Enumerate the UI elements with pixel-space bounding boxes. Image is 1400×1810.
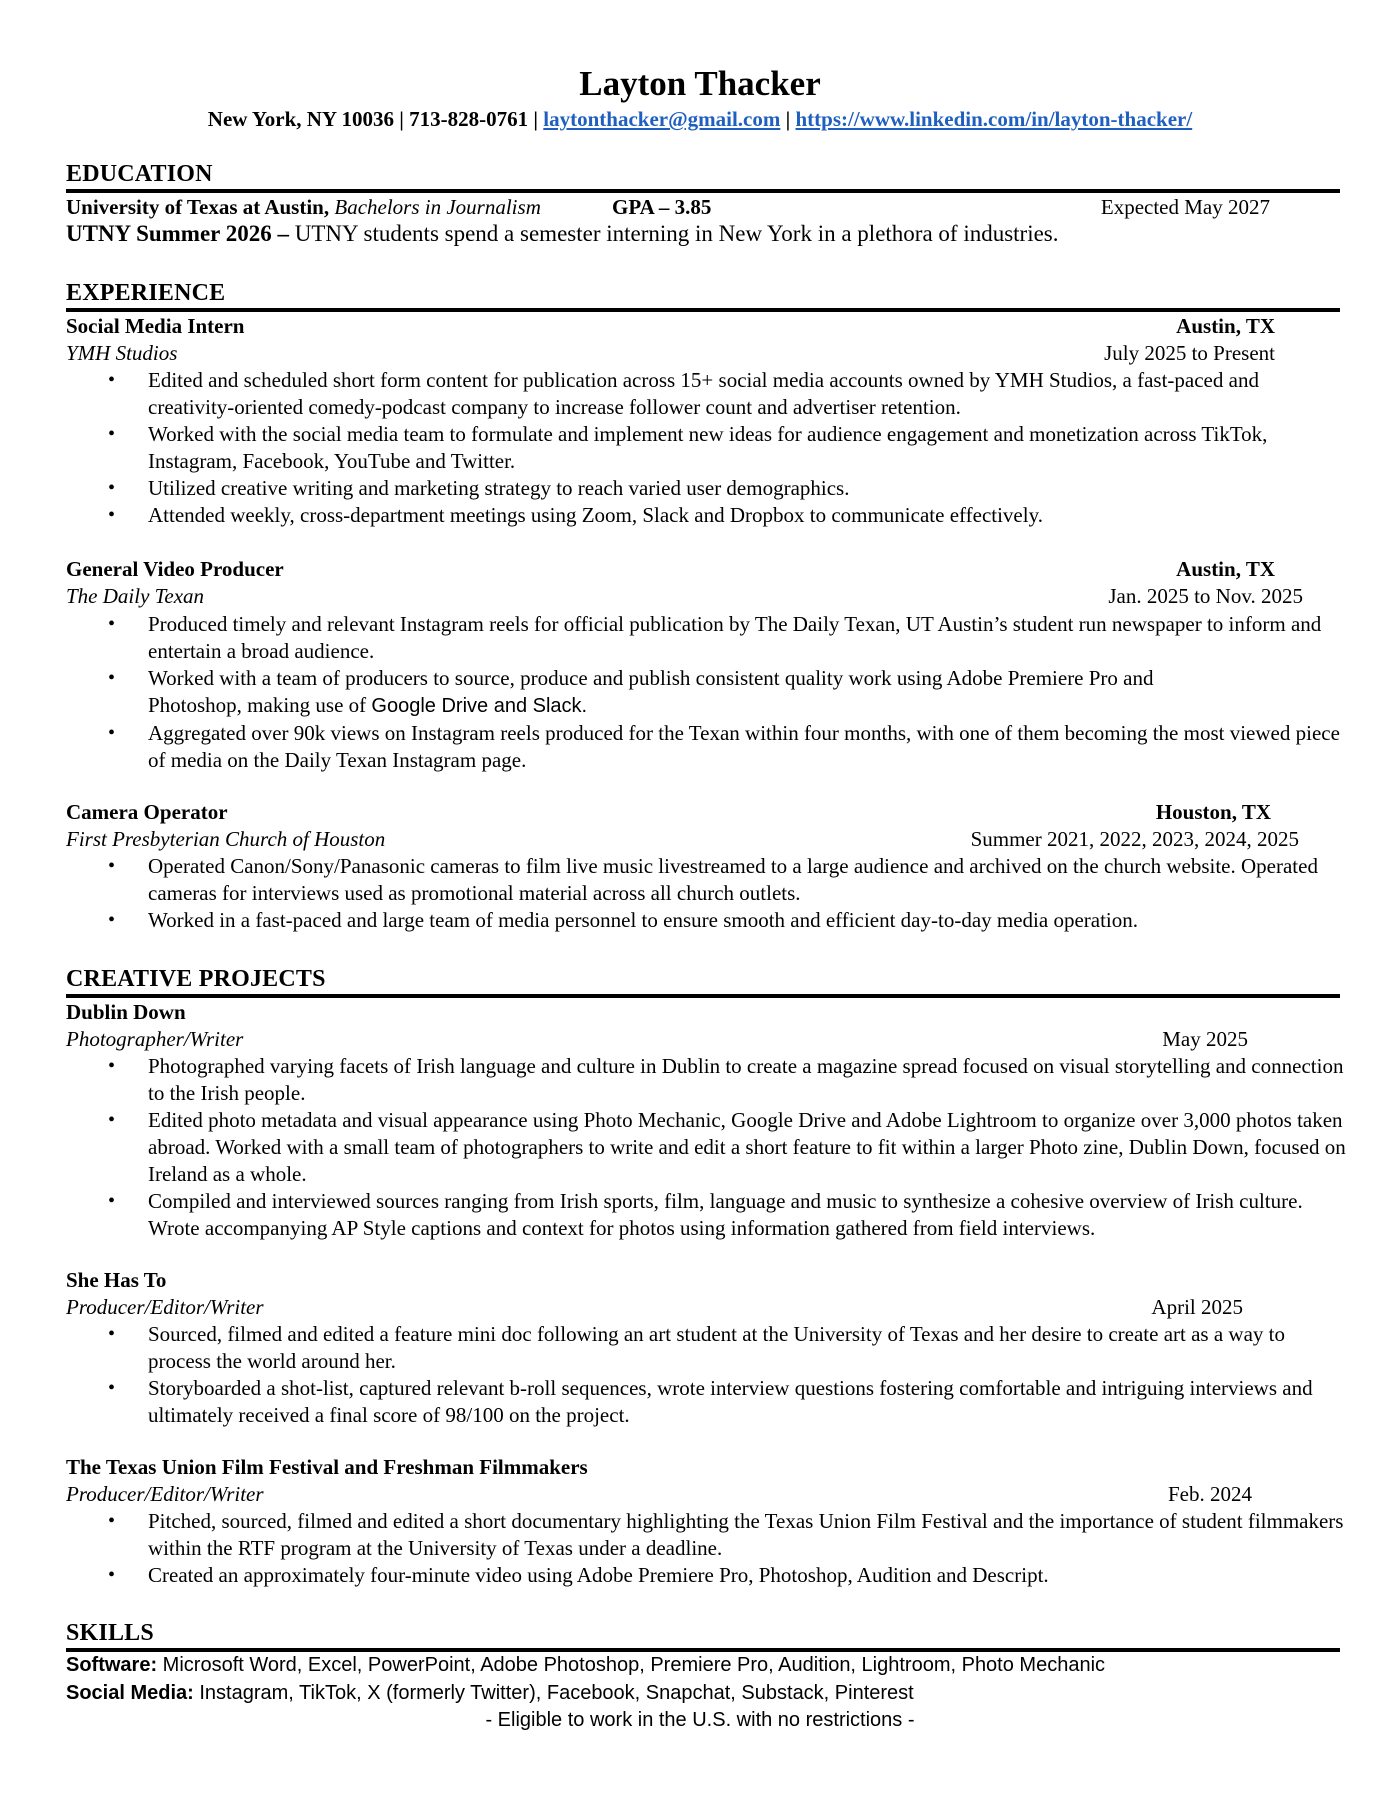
education-date: Expected May 2027 xyxy=(1100,195,1270,219)
list-item: • Photographed varying facets of Irish language and culture in Dublin to create a magazine spread focused on visual storytelling and connection to the Irish people. xyxy=(148,1053,1348,1107)
job-dates: Jan. 2025 to Nov. 2025 xyxy=(1108,584,1303,608)
job-title: Camera Operator xyxy=(66,800,228,824)
list-item: • Aggregated over 90k views on Instagram reels produced for the Texan within four months, with one of them becoming the most viewed piece of media on the Daily Texan Instagram page. xyxy=(148,720,1348,774)
bullet-text: Photoshop, making use of xyxy=(148,693,372,717)
list-item xyxy=(148,665,1348,720)
school-name: University of Texas at Austin, xyxy=(66,195,330,219)
list-item: • Produced timely and relevant Instagram reels for official publication by The Daily Texan, UT Austin’s student run newspaper to inform and entertain a broad audience. xyxy=(148,611,1348,665)
list-item: • Compiled and interviewed sources ranging from Irish sports, film, language and music to synthesize a cohesive overview of Irish culture. Wrote accompanying AP Style captions and context for photos using information gathered from field interviews. xyxy=(148,1188,1348,1242)
project-title: Dublin Down xyxy=(66,1000,186,1024)
list-item: • Sourced, filmed and edited a feature mini doc following an art student at the University of Texas and her desire to create art as a way to process the world around her. xyxy=(148,1321,1348,1375)
job-location: Houston, TX xyxy=(1155,800,1271,824)
job-title: General Video Producer xyxy=(66,557,284,581)
eligibility-note: - Eligible to work in the U.S. with no restrictions - xyxy=(485,1709,915,1731)
section-divider xyxy=(66,308,1340,312)
software-list: Microsoft Word, Excel, PowerPoint, Adobe Photoshop, Premiere Pro, Audition, Lightroom, Photo Mechanic xyxy=(157,1654,1106,1676)
job-org: YMH Studios xyxy=(66,341,178,365)
experience-heading: EXPERIENCE xyxy=(66,280,226,306)
project-role: Producer/Editor/Writer xyxy=(66,1295,264,1319)
job-location: Austin, TX xyxy=(1176,557,1275,581)
email-link[interactable]: laytonthacker@gmail.com xyxy=(543,107,781,131)
utny-desc: UTNY students spend a semester interning in New York in a plethora of industries. xyxy=(288,221,1059,246)
job-title: Social Media Intern xyxy=(66,314,245,338)
list-item: • Pitched, sourced, filmed and edited a short documentary highlighting the Texas Union Film Festival and the importance of student filmmakers within the RTF program at the University of Texas under a deadline. xyxy=(148,1508,1348,1562)
project-role: Producer/Editor/Writer xyxy=(66,1482,264,1506)
list-item: • Worked with the social media team to formulate and implement new ideas for audience engagement and monetization across TikTok, Instagram, Facebook, YouTube and Twitter. xyxy=(148,421,1348,475)
job-org: The Daily Texan xyxy=(66,584,205,608)
list-item: • Created an approximately four-minute video using Adobe Premiere Pro, Photoshop, Audition and Descript. xyxy=(148,1562,1348,1589)
bullet-tools: Google Drive and Slack. xyxy=(371,695,588,717)
job-location: Austin, TX xyxy=(1176,314,1275,338)
list-item: • Operated Canon/Sony/Panasonic cameras to film live music livestreamed to a large audience and archived on the church website. Operated cameras for interviews used as promotional material across all church outlets. xyxy=(148,853,1348,907)
social-line xyxy=(66,1680,914,1707)
list-item: • Worked in a fast-paced and large team of media personnel to ensure smooth and efficient day-to-day media operation. xyxy=(148,907,1348,934)
degree: Bachelors in Journalism xyxy=(329,195,541,219)
project-date: May 2025 xyxy=(1162,1027,1248,1051)
software-label: Software: xyxy=(66,1654,158,1676)
section-divider xyxy=(66,994,1340,998)
job-dates: July 2025 to Present xyxy=(1104,341,1275,365)
contact-separator: | xyxy=(780,107,796,131)
project-title: The Texas Union Film Festival and Freshman Filmmakers xyxy=(66,1455,588,1479)
list-item: • Storyboarded a shot-list, captured relevant b-roll sequences, wrote interview questions fostering comfortable and intriguing interviews and ultimately received a final score of 98/100 on the project. xyxy=(148,1375,1348,1429)
candidate-name: Layton Thacker xyxy=(579,64,821,103)
contact-line xyxy=(0,106,1400,133)
job-dates: Summer 2021, 2022, 2023, 2024, 2025 xyxy=(970,827,1299,851)
linkedin-link[interactable]: https://www.linkedin.com/in/layton-thacker/ xyxy=(795,107,1193,131)
education-heading: EDUCATION xyxy=(66,161,213,187)
list-item: • Utilized creative writing and marketing strategy to reach varied user demographics. xyxy=(148,475,1348,502)
social-list: Instagram, TikTok, X (formerly Twitter), Facebook, Snapchat, Substack, Pinterest xyxy=(193,1682,914,1704)
section-divider xyxy=(66,189,1340,193)
utny-line xyxy=(66,219,1059,248)
bullet-text: Worked with a team of producers to source, produce and publish consistent quality work using Adobe Premiere Pro and xyxy=(148,666,1154,690)
project-role: Photographer/Writer xyxy=(66,1027,244,1051)
project-title: She Has To xyxy=(66,1268,167,1292)
location-phone: New York, NY 10036 | 713-828-0761 | xyxy=(207,107,544,131)
project-date: April 2025 xyxy=(1151,1295,1243,1319)
project-date: Feb. 2024 xyxy=(1168,1482,1252,1506)
list-item: • Edited photo metadata and visual appearance using Photo Mechanic, Google Drive and Adobe Lightroom to organize over 3,000 photos taken abroad. Worked with a small team of photographers to write and edit a short feature to fit within a larger Photo zine, Dublin Down, focused on Ireland as a whole. xyxy=(148,1107,1348,1188)
skills-heading: SKILLS xyxy=(66,1620,154,1646)
list-item: • Edited and scheduled short form content for publication across 15+ social media accounts owned by YMH Studios, a fast-paced and creativity-oriented comedy-podcast company to increase follower count and advertiser retention. xyxy=(148,367,1348,421)
software-line xyxy=(66,1652,1105,1679)
education-school-line xyxy=(66,194,541,221)
job-org: First Presbyterian Church of Houston xyxy=(66,827,386,851)
list-item: • Attended weekly, cross-department meetings using Zoom, Slack and Dropbox to communicate effectively. xyxy=(148,502,1348,529)
projects-heading: CREATIVE PROJECTS xyxy=(66,966,326,992)
social-label: Social Media: xyxy=(66,1682,194,1704)
utny-title: UTNY Summer 2026 – xyxy=(66,221,289,246)
gpa: GPA – 3.85 xyxy=(612,195,712,219)
